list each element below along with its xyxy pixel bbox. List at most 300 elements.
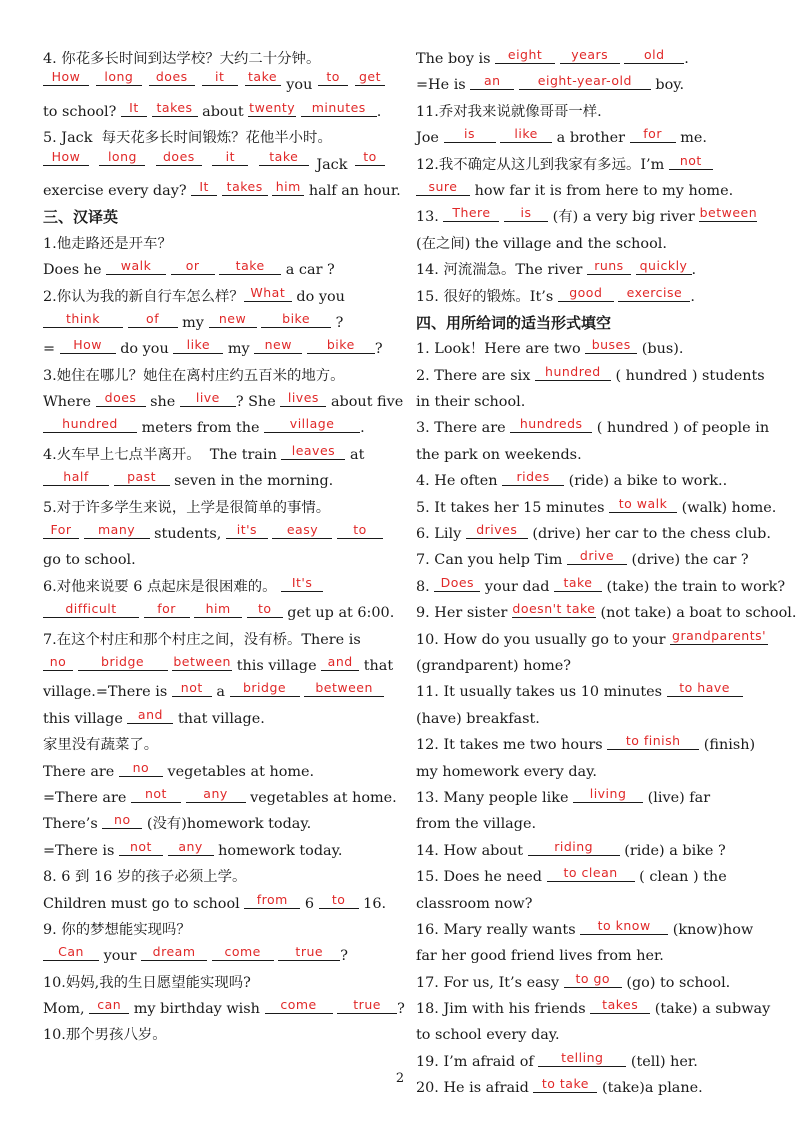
answer-blank: take bbox=[219, 257, 281, 275]
answer-blank: twenty bbox=[249, 99, 296, 115]
answer-blank: to bbox=[247, 600, 283, 618]
text-segment: (没有)homework today. bbox=[142, 816, 312, 833]
text-line bbox=[43, 838, 385, 864]
answer-blank: walk bbox=[106, 257, 166, 275]
right-column bbox=[416, 46, 797, 1102]
text-line bbox=[416, 547, 758, 573]
text-segment: 1. Look！Here are two bbox=[416, 341, 586, 358]
text-line bbox=[416, 363, 765, 389]
answer-blank: How bbox=[60, 336, 116, 354]
text-segment: (bus). bbox=[637, 341, 684, 358]
text-line bbox=[416, 970, 758, 996]
text-segment: . bbox=[684, 51, 689, 67]
answer-blank: true bbox=[337, 996, 397, 1014]
text-segment: (know)how bbox=[668, 921, 754, 938]
text-segment: 5. It takes her 15 minutes bbox=[416, 499, 610, 516]
text-segment: . bbox=[360, 420, 365, 437]
text-segment: = bbox=[43, 341, 60, 358]
text-segment: (在之间) the village and the school. bbox=[416, 235, 667, 252]
text-line bbox=[43, 600, 395, 626]
text-line bbox=[43, 284, 385, 310]
text-segment bbox=[349, 72, 354, 98]
text-segment: 6 bbox=[300, 895, 319, 912]
text-segment: 13. bbox=[416, 209, 444, 226]
text-segment: my bbox=[177, 314, 209, 331]
answer-blank: take bbox=[554, 574, 602, 592]
text-segment: a bbox=[211, 684, 230, 701]
text-segment: 6. Lily bbox=[416, 526, 466, 543]
text-segment: The boy is bbox=[416, 51, 496, 67]
answer-blank: It's bbox=[281, 574, 323, 592]
answer-blank: between bbox=[304, 679, 384, 697]
text-line bbox=[416, 732, 758, 758]
text-line bbox=[43, 574, 385, 600]
text-segment: a brother bbox=[552, 130, 630, 147]
text-segment: (live) far bbox=[643, 789, 711, 806]
answer-blank: not bbox=[172, 679, 212, 697]
text-line bbox=[416, 284, 758, 310]
text-segment: at bbox=[345, 446, 365, 463]
text-segment: 10. How do you usually go to your bbox=[416, 631, 671, 648]
answer-blank: to walk bbox=[609, 495, 677, 513]
text-segment: 12. It takes me two hours bbox=[416, 737, 608, 754]
text-line bbox=[416, 415, 770, 441]
answer-blank: good bbox=[558, 284, 614, 302]
text-segment: in their school. bbox=[416, 394, 526, 411]
text-segment: how far it is from here to my home. bbox=[470, 182, 734, 199]
text-segment: ( clean ) the bbox=[634, 869, 727, 886]
answer-blank: and bbox=[127, 706, 173, 724]
text-segment: 3.她住在哪儿？她住在离村庄约五百米的地方。 bbox=[43, 367, 345, 384]
answer-blank: to take bbox=[533, 1075, 597, 1093]
text-segment: 16. Mary really wants bbox=[416, 921, 581, 938]
text-line bbox=[43, 785, 397, 811]
text-segment: 5.对于许多学生来说，上学是很简单的事情。 bbox=[43, 499, 331, 516]
answer-blank: is bbox=[444, 125, 496, 143]
text-segment: go to school. bbox=[43, 552, 136, 569]
answer-blank: like bbox=[500, 125, 552, 143]
text-segment: 4.火车早上七点半离开。 The train bbox=[43, 446, 282, 463]
answer-blank: come bbox=[212, 943, 274, 961]
answer-blank: take bbox=[245, 68, 281, 86]
answer-blank: new bbox=[209, 310, 257, 328]
answer-blank: eight-year-old bbox=[519, 72, 651, 90]
answer-blank: new bbox=[254, 336, 302, 354]
text-segment: 17. For us, It’s easy bbox=[416, 974, 564, 991]
text-segment: your bbox=[99, 948, 142, 965]
text-segment: (drive) the car ? bbox=[626, 552, 749, 569]
text-segment: (take) a subway bbox=[650, 1001, 771, 1018]
text-line bbox=[416, 231, 758, 257]
text-segment: 7. Can you help Tim bbox=[416, 552, 567, 569]
text-segment: exercise every day? bbox=[43, 182, 192, 199]
text-line bbox=[416, 653, 758, 679]
text-segment: Children must go to school bbox=[43, 895, 245, 912]
answer-blank: past bbox=[114, 468, 170, 486]
text-segment: 5. Jack 每天花多长时间锻炼？花他半小时。 bbox=[43, 130, 332, 147]
text-segment: . bbox=[691, 262, 697, 279]
answer-blank: exercise bbox=[618, 284, 690, 302]
text-line bbox=[43, 442, 385, 468]
answer-blank: difficult bbox=[43, 600, 139, 618]
answer-blank: live bbox=[180, 389, 236, 407]
text-segment: 9. 你的梦想能实现吗？ bbox=[43, 921, 191, 938]
section-heading bbox=[43, 204, 385, 230]
answer-blank: Can bbox=[43, 943, 99, 961]
text-segment: 8. bbox=[416, 578, 435, 595]
text-segment: 6.对他来说要 6 点起床是很困难的。 bbox=[43, 578, 282, 595]
text-segment: 7.在这个村庄和那个村庄之间，没有桥。There is bbox=[43, 631, 361, 648]
text-line bbox=[416, 178, 758, 204]
text-segment bbox=[148, 152, 153, 178]
answer-blank: him bbox=[272, 178, 304, 196]
text-segment: 9. Her sister bbox=[416, 605, 512, 622]
text-segment: 12.我不确定从这儿到我家有多远。I’m bbox=[416, 156, 669, 173]
text-segment: 3. There are bbox=[416, 420, 511, 437]
text-segment: 11. It usually takes us 10 minutes bbox=[416, 684, 667, 701]
answer-blank: think bbox=[43, 310, 123, 328]
text-segment: 四、用所给词的适当形式填空 bbox=[416, 313, 612, 332]
text-line bbox=[43, 917, 385, 943]
text-line bbox=[43, 864, 385, 890]
answer-blank: does bbox=[156, 148, 202, 166]
answer-blank: hundreds bbox=[510, 415, 592, 433]
answer-blank: bridge bbox=[78, 653, 168, 671]
text-segment: (have) breakfast. bbox=[416, 710, 540, 727]
text-segment bbox=[205, 152, 210, 178]
text-segment: a car ? bbox=[281, 262, 335, 279]
answer-blank: hundred bbox=[43, 415, 137, 433]
text-segment bbox=[239, 72, 244, 98]
text-line bbox=[416, 811, 758, 837]
text-segment: Mom, bbox=[43, 1001, 90, 1018]
text-segment: boy. bbox=[650, 77, 685, 94]
text-line bbox=[43, 811, 385, 837]
left-column bbox=[43, 46, 405, 1049]
answer-blank: it's bbox=[226, 521, 268, 539]
text-line bbox=[43, 706, 385, 732]
text-segment: 10.那个男孩八岁。 bbox=[43, 1027, 167, 1044]
answer-blank: bike bbox=[261, 310, 331, 328]
text-segment: to school every day. bbox=[416, 1027, 560, 1044]
text-line bbox=[43, 336, 385, 362]
text-segment: this village bbox=[43, 710, 128, 727]
text-segment bbox=[92, 152, 97, 178]
answer-blank: and bbox=[321, 653, 359, 671]
text-segment: =There is bbox=[43, 842, 119, 859]
answer-blank: minutes bbox=[301, 99, 377, 117]
text-line bbox=[43, 943, 385, 969]
text-segment: Does he bbox=[43, 262, 107, 279]
text-line bbox=[416, 99, 758, 125]
answer-blank: bridge bbox=[230, 679, 300, 697]
answer-blank: dream bbox=[141, 943, 207, 961]
answer-blank: buses bbox=[585, 336, 637, 354]
answer-blank: is bbox=[504, 204, 548, 222]
text-line bbox=[416, 864, 758, 890]
answer-blank: not bbox=[669, 152, 713, 170]
answer-blank: not bbox=[119, 838, 163, 856]
text-segment: 8. 6 到 16 岁的孩子必须上学。 bbox=[43, 869, 247, 886]
text-line bbox=[43, 148, 385, 178]
text-segment: 4. He often bbox=[416, 473, 503, 490]
answer-blank: many bbox=[84, 521, 150, 539]
text-segment: seven in the morning. bbox=[169, 473, 334, 490]
text-line bbox=[416, 389, 758, 415]
text-line bbox=[43, 99, 385, 125]
answer-blank: it bbox=[202, 68, 238, 86]
answer-blank: no bbox=[43, 653, 73, 671]
text-segment: 14. How about bbox=[416, 842, 528, 859]
text-segment: (grandparent) home? bbox=[416, 657, 572, 674]
text-segment: about bbox=[197, 103, 249, 120]
text-segment: from the village. bbox=[416, 816, 537, 833]
page-number: 2 bbox=[395, 1071, 405, 1086]
text-line bbox=[43, 521, 385, 547]
answer-blank: any bbox=[186, 785, 246, 803]
text-line bbox=[416, 943, 758, 969]
text-segment: 三、汉译英 bbox=[43, 208, 119, 227]
text-segment: (ride) a bike to work.. bbox=[564, 473, 728, 490]
answer-blank: leaves bbox=[281, 442, 345, 460]
text-segment bbox=[196, 72, 201, 98]
answer-blank: How bbox=[43, 148, 89, 166]
answer-blank: Does bbox=[434, 574, 480, 592]
text-segment: 13. Many people like bbox=[416, 789, 574, 806]
answer-blank: take bbox=[259, 148, 309, 166]
answer-blank: It bbox=[121, 99, 147, 117]
text-segment: 2. There are six bbox=[416, 367, 535, 384]
answer-blank: to bbox=[318, 68, 348, 86]
text-segment: . bbox=[376, 103, 382, 120]
text-segment: my homework every day. bbox=[416, 763, 597, 780]
text-segment: ? She bbox=[235, 394, 281, 411]
text-segment: about five bbox=[326, 394, 404, 411]
answer-blank: easy bbox=[272, 521, 332, 539]
text-line bbox=[416, 679, 758, 705]
answer-blank: It bbox=[191, 178, 217, 196]
text-line bbox=[43, 679, 385, 705]
answer-blank: any bbox=[168, 838, 214, 856]
answer-blank: half bbox=[43, 468, 109, 486]
answer-blank: for bbox=[630, 125, 676, 143]
text-segment: half an hour. bbox=[304, 182, 401, 199]
text-segment: (not take) a boat to school. bbox=[595, 605, 797, 622]
text-line bbox=[416, 600, 797, 626]
answer-blank: like bbox=[173, 336, 223, 354]
text-line bbox=[43, 310, 385, 336]
text-segment: 14. 河流湍急。The river bbox=[416, 262, 587, 279]
text-line bbox=[43, 363, 385, 389]
answer-blank: long bbox=[96, 68, 142, 86]
answer-blank: runs bbox=[587, 257, 631, 275]
answer-blank: does bbox=[96, 389, 146, 407]
text-segment: students, bbox=[149, 526, 226, 543]
text-line bbox=[43, 468, 385, 494]
answer-blank: old bbox=[624, 46, 684, 64]
text-segment: (finish) bbox=[699, 737, 756, 754]
text-segment: (有) a very big river bbox=[548, 209, 700, 226]
answer-blank: grandparents' bbox=[672, 627, 767, 643]
answer-blank: to go bbox=[564, 970, 622, 988]
answer-blank: lives bbox=[280, 389, 326, 407]
text-segment: ? bbox=[340, 948, 348, 965]
answer-blank: bike bbox=[307, 336, 375, 354]
answer-blank: to know bbox=[580, 917, 668, 935]
answer-blank: How bbox=[43, 68, 89, 86]
text-line bbox=[43, 732, 385, 758]
answer-blank: takes bbox=[152, 99, 198, 117]
text-line bbox=[416, 468, 758, 494]
answer-blank: for bbox=[144, 600, 190, 618]
text-segment: 20. He is afraid bbox=[416, 1080, 534, 1097]
text-segment bbox=[143, 72, 148, 98]
answer-blank: drives bbox=[466, 521, 528, 539]
answer-blank: to bbox=[319, 891, 359, 909]
text-line bbox=[416, 257, 758, 283]
text-line bbox=[43, 69, 385, 98]
text-line bbox=[416, 785, 758, 811]
text-segment: (walk) home. bbox=[677, 499, 777, 516]
answer-blank: What bbox=[244, 284, 292, 302]
text-segment: ? bbox=[397, 1001, 405, 1018]
answer-blank: between bbox=[699, 205, 758, 221]
text-line bbox=[43, 415, 385, 441]
text-line bbox=[43, 257, 385, 283]
text-segment: ( hundred ) of people in bbox=[592, 420, 770, 437]
text-segment: she bbox=[145, 394, 180, 411]
answer-blank: quickly bbox=[636, 257, 692, 275]
text-line bbox=[416, 1022, 758, 1048]
text-segment: ( hundred ) students bbox=[610, 367, 765, 384]
text-segment: =He is bbox=[416, 77, 471, 94]
answer-blank: rides bbox=[502, 468, 564, 486]
text-line bbox=[416, 442, 758, 468]
answer-blank: no bbox=[119, 759, 163, 777]
text-line bbox=[43, 891, 385, 917]
answer-blank: not bbox=[131, 785, 181, 803]
text-segment: There are bbox=[43, 763, 119, 780]
text-segment: (go) to school. bbox=[621, 974, 731, 991]
answer-blank: takes bbox=[222, 178, 268, 196]
answer-blank: takes bbox=[590, 996, 650, 1014]
text-segment bbox=[90, 72, 95, 98]
text-segment: meters from the bbox=[137, 420, 265, 437]
answer-blank: it bbox=[212, 148, 248, 166]
text-segment: (drive) her car to the chess club. bbox=[527, 526, 771, 543]
text-segment: to school? bbox=[43, 103, 121, 120]
answer-blank: him bbox=[194, 600, 242, 618]
answer-blank: of bbox=[128, 310, 178, 328]
answer-blank: get bbox=[355, 68, 385, 86]
text-segment: 1.他走路还是开车？ bbox=[43, 235, 172, 252]
answer-blank: living bbox=[573, 785, 643, 803]
answer-blank: an bbox=[470, 72, 514, 90]
text-segment: 18. Jim with his friends bbox=[416, 1001, 591, 1018]
text-line bbox=[43, 970, 385, 996]
text-line bbox=[416, 521, 771, 547]
text-line bbox=[43, 627, 385, 653]
text-segment: the park on weekends. bbox=[416, 446, 582, 463]
text-line bbox=[416, 891, 758, 917]
answer-blank: village bbox=[264, 415, 360, 433]
text-segment: classroom now? bbox=[416, 895, 533, 912]
answer-blank: sure bbox=[416, 178, 470, 196]
answer-blank: telling bbox=[538, 1049, 626, 1067]
text-line bbox=[43, 547, 385, 573]
text-line bbox=[43, 495, 385, 521]
text-segment: village.=There is bbox=[43, 684, 172, 701]
answer-blank: to bbox=[355, 148, 385, 166]
text-line bbox=[416, 706, 758, 732]
answer-blank: come bbox=[265, 996, 333, 1014]
text-segment: 2.你认为我的新自行车怎么样？ bbox=[43, 288, 244, 305]
text-segment: Where bbox=[43, 394, 96, 411]
section-heading bbox=[416, 310, 758, 336]
text-line bbox=[416, 917, 758, 943]
text-segment: my birthday wish bbox=[129, 1001, 265, 1018]
text-segment: . bbox=[690, 288, 695, 305]
text-segment: 10.妈妈,我的生日愿望能实现吗? bbox=[43, 974, 251, 991]
answer-blank: to clean bbox=[547, 864, 635, 882]
text-segment: 家里没有蔬菜了。 bbox=[43, 737, 159, 754]
text-line bbox=[416, 125, 758, 151]
text-line bbox=[416, 996, 771, 1022]
text-segment: this village bbox=[232, 657, 322, 674]
text-line bbox=[416, 495, 777, 521]
answer-blank: eight bbox=[495, 46, 555, 64]
answer-blank: between bbox=[173, 653, 231, 669]
answer-blank: drive bbox=[567, 547, 627, 565]
text-segment: you bbox=[281, 77, 317, 94]
text-segment: me. bbox=[675, 130, 707, 147]
text-line bbox=[416, 72, 758, 98]
text-line bbox=[43, 389, 404, 415]
answer-blank: no bbox=[102, 811, 142, 829]
text-segment: 16. bbox=[358, 895, 387, 912]
answer-blank: true bbox=[278, 943, 340, 961]
answer-blank: to have bbox=[667, 679, 743, 697]
answer-blank: to finish bbox=[607, 732, 699, 750]
text-segment: There’s bbox=[43, 816, 103, 833]
text-line bbox=[416, 336, 758, 362]
text-segment: get up at 6:00. bbox=[282, 605, 395, 622]
text-line bbox=[43, 231, 385, 257]
text-line bbox=[416, 838, 758, 864]
text-segment: Jack bbox=[311, 156, 353, 173]
text-segment: my bbox=[223, 341, 255, 358]
answer-blank: There bbox=[443, 204, 499, 222]
text-line bbox=[416, 204, 758, 230]
text-segment: (take)a plane. bbox=[597, 1080, 703, 1097]
answer-blank: years bbox=[560, 46, 620, 64]
text-line bbox=[43, 178, 401, 204]
answer-blank: doesn't take bbox=[512, 601, 596, 617]
text-line bbox=[416, 574, 786, 600]
text-segment bbox=[251, 152, 256, 178]
text-segment: do you bbox=[115, 341, 174, 358]
text-segment: ? bbox=[374, 341, 383, 358]
text-line bbox=[43, 1022, 385, 1048]
text-line bbox=[43, 996, 405, 1022]
text-line bbox=[416, 152, 758, 178]
text-segment: 15. 很好的锻炼。It’s bbox=[416, 288, 558, 305]
text-segment: vegetables at home. bbox=[162, 763, 315, 780]
text-line bbox=[43, 653, 394, 679]
text-segment: (take) the train to work? bbox=[601, 578, 786, 595]
text-segment: 19. I’m afraid of bbox=[416, 1053, 539, 1070]
answer-blank: riding bbox=[528, 838, 620, 856]
